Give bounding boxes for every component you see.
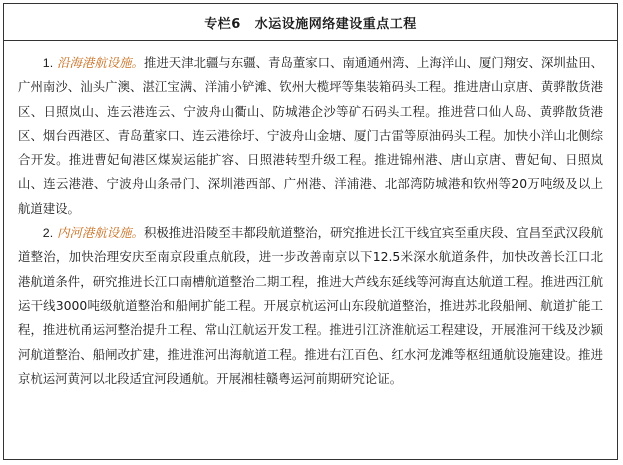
item-inland (18, 221, 603, 391)
item-coastal (18, 51, 603, 221)
item-number: 2. (42, 226, 54, 241)
item-heading: 内河港航设施。 (57, 225, 144, 241)
item-heading: 沿海港航设施。 (57, 55, 144, 70)
item-content: 积极推进沿陵至丰都段航道整治，研究推进长江干线宜宾至重庆段、宜昌至武汉段航道整治，加快治理安庆至南京段重点航段，进一步改善南京以下12.5米深水航道条件，加快改善长江口北港航道条件，研究推进长江口南槽航道整治二期工程，推进大芦线东延线等河海直达航道工程。推进西江航运干线3000吨级航道整治和船闸扩能工程。开展京杭运河山东段航道整治，推进苏北段船闸、航道扩能工程，推进杭甬运河整治提升工程、常山江航运开发工程。推进引江济淮航运工程建设，开展淮河干线及沙颍河航道整治、船闸改扩建，推进淮河出海航道工程。推进右江百色、红水河龙滩等枢纽通航设施建设。推进京杭运河黄河以北段适宜河段通航。开展湘桂赣粤运河前期研究论证。 (18, 225, 604, 386)
feature-box (3, 3, 618, 460)
item-content: 推进天津北疆与东疆、青岛董家口、南通通州湾、上海洋山、厦门翔安、深圳盐田、广州南沙、汕头广澳、湛江宝满、洋浦小铲滩、钦州大榄坪等集装箱码头工程。推进唐山京唐、黄骅散货港区、日照岚山、连云港连云、宁波舟山衢山、防城港企沙等矿石码头工程。推进营口仙人岛、黄骅散货港区、烟台西港区、青岛董家口、连云港徐圩、宁波舟山金塘、厦门古雷等原油码头工程。加快小洋山北侧综合开发。推进曹妃甸港区煤炭运能扩容、日照港转型升级工程。推进锦州港、唐山京唐、曹妃甸、日照岚山、连云港港、宁波舟山条帚门、深圳港西部、广州港、洋浦港、北部湾防城港和钦州等20万吨级及以上航道建设。 (18, 55, 604, 216)
box-body (4, 41, 617, 391)
item-number: 1. (42, 56, 54, 70)
box-title-label: 专栏6 (204, 16, 241, 32)
box-title (4, 4, 617, 41)
box-title-text: 水运设施网络建设重点工程 (254, 16, 417, 32)
